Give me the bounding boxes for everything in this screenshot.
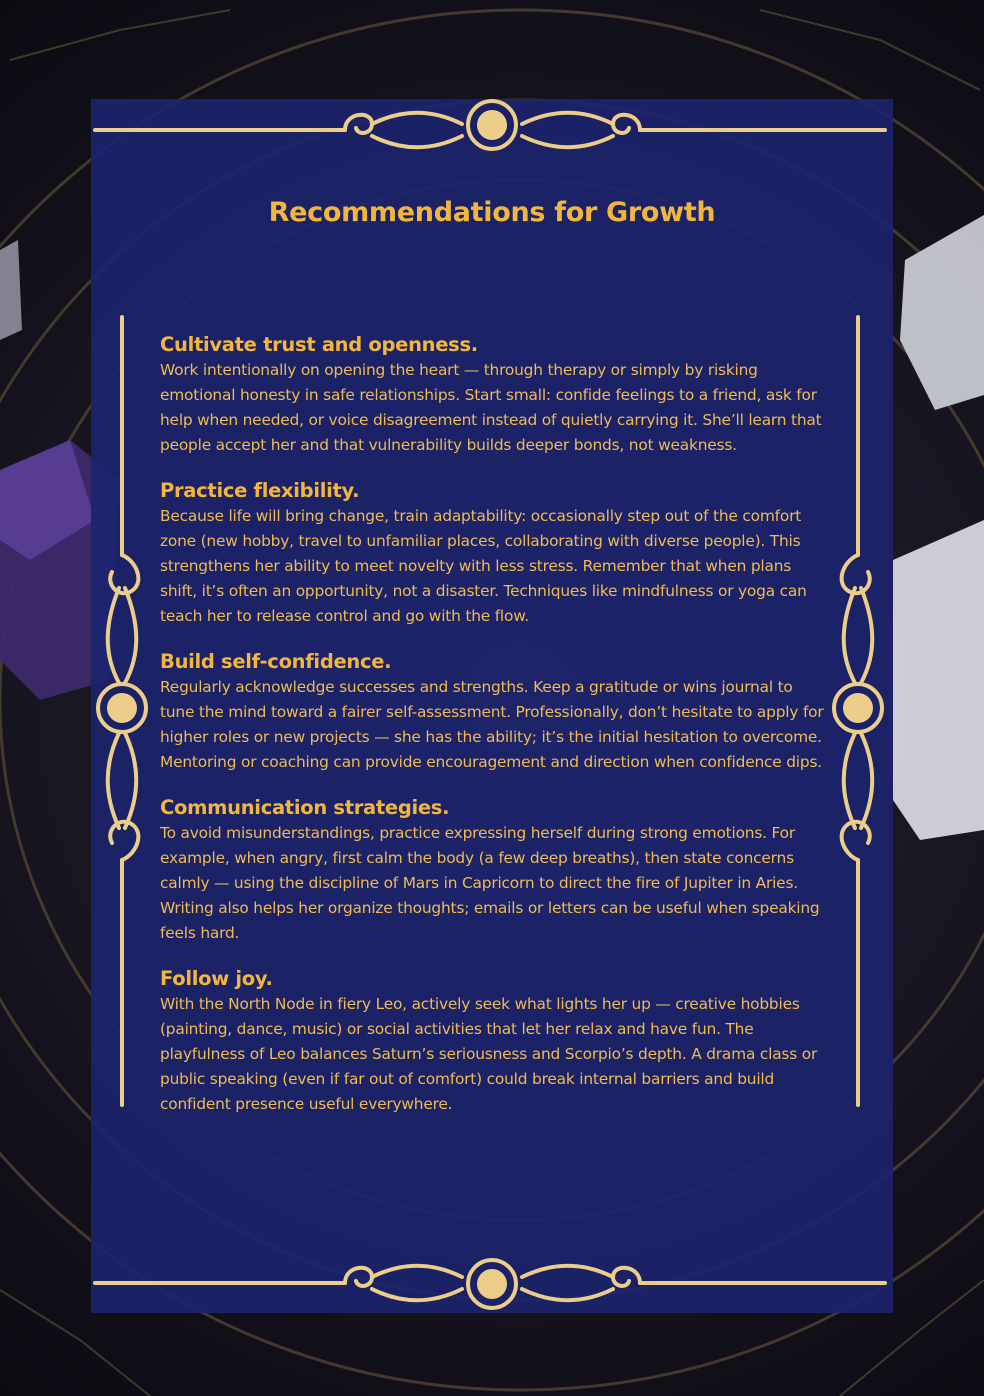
page-title: Recommendations for Growth xyxy=(268,197,716,228)
section-body: To avoid misunderstandings, practice expressing herself during strong emotions. For example, when angry, first calm the body (a few deep breaths), then state concerns calmly — using the discipline of Mars in Capricorn to direct the fire of Jupiter in Aries. Writing also helps her organize thoughts; emails or letters can be useful when speaking feels hard. xyxy=(160,824,820,942)
section-trust xyxy=(160,332,824,458)
section-body: With the North Node in fiery Leo, actively seek what lights her up — creative hobbies (painting, dance, music) or social activities that let her relax and have fun. The playfulness of Leo balances Saturn’s seriousness and Scorpio’s depth. A drama class or public speaking (even if far out of comfort) could break internal barriers and build confident presence useful everywhere. xyxy=(160,995,818,1113)
section-heading: Practice flexibility. xyxy=(160,479,360,502)
recommendations-list xyxy=(160,332,824,1137)
section-heading: Cultivate trust and openness. xyxy=(160,333,478,356)
white-die-image-bottom xyxy=(893,520,984,840)
section-heading: Communication strategies. xyxy=(160,796,450,819)
section-joy xyxy=(160,966,824,1117)
section-flexibility xyxy=(160,478,824,629)
section-self-confidence xyxy=(160,649,824,775)
white-die-image-top xyxy=(900,215,984,410)
section-body: Regularly acknowledge successes and strengths. Keep a gratitude or wins journal to tune the mind toward a fairer self-assessment. Professionally, don’t hesitate to apply for higher roles or new projects — she has the ability; it’s the initial hesitation to overcome. Mentoring or coaching can provide encouragement and direction when confidence dips. xyxy=(160,678,824,771)
section-communication xyxy=(160,795,824,946)
section-body: Because life will bring change, train adaptability: occasionally step out of the comfort zone (new hobby, travel to unfamiliar places, collaborating with diverse people). This strengthens her ability to meet novelty with less stress. Remember that when plans shift, it’s often an opportunity, not a disaster. Techniques like mindfulness or yoga can teach her to release control and go with the flow. xyxy=(160,507,807,625)
section-heading: Build self-confidence. xyxy=(160,650,392,673)
section-body: Work intentionally on opening the heart — through therapy or simply by risking emotional honesty in safe relationships. Start small: confide feelings to a friend, ask for help when needed, or voice disagreement instead of quietly carrying it. She’ll learn that people accept her and that vulnerability builds deeper bonds, not weakness. xyxy=(160,361,822,454)
section-heading: Follow joy. xyxy=(160,967,273,990)
